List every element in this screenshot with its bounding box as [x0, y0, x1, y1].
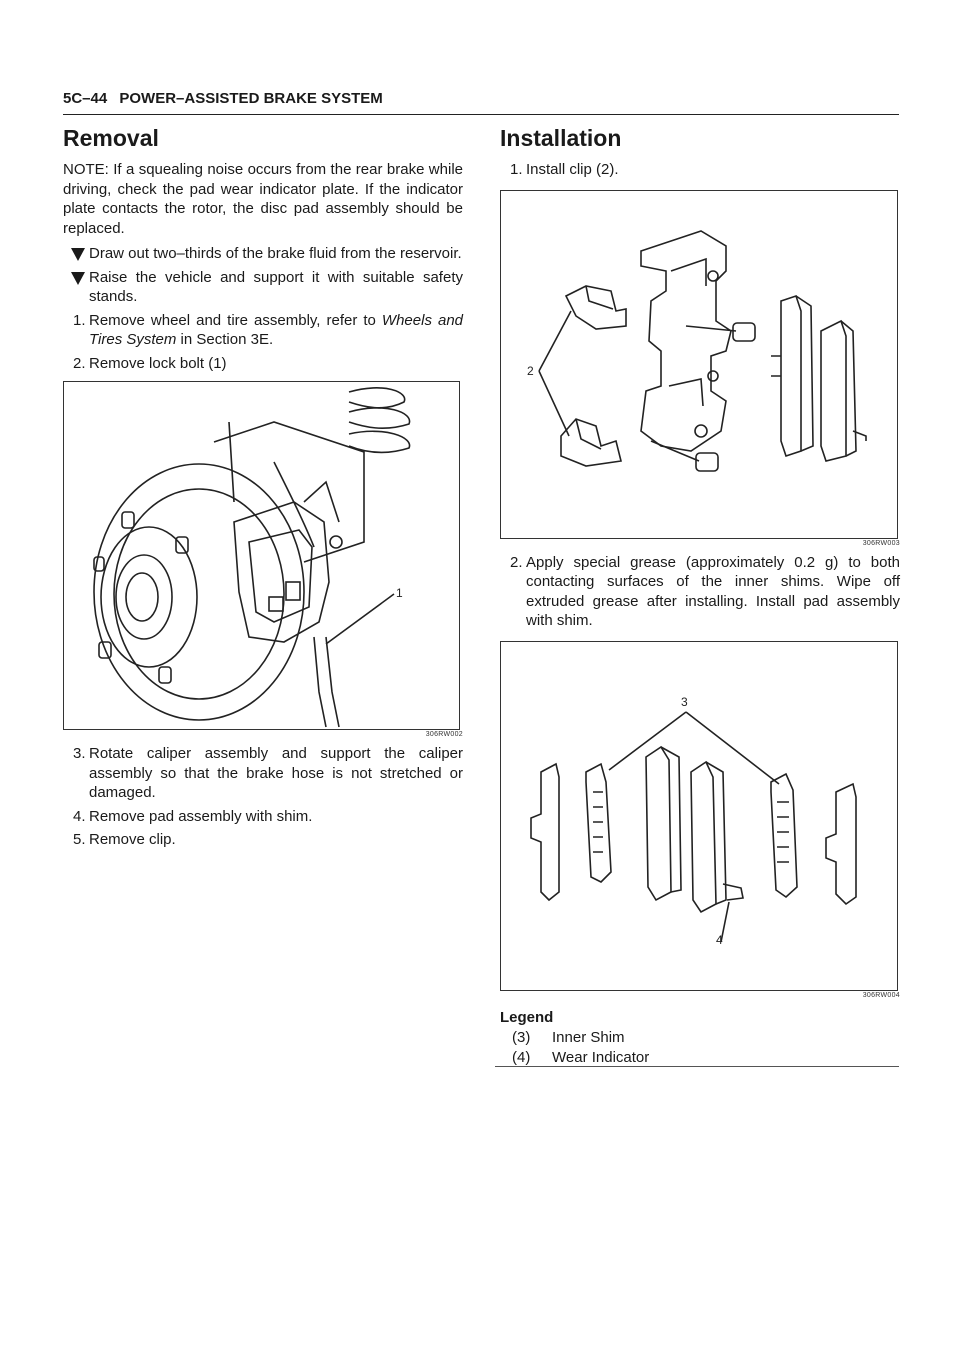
- installation-column: [500, 120, 900, 1068]
- section-number: 5C–44: [63, 90, 108, 107]
- legend-item: (3) Inner Shim: [512, 1028, 625, 1046]
- callout-label: 4: [716, 932, 723, 947]
- removal-step: 2. Remove lock bolt (1): [73, 354, 227, 372]
- removal-heading: Removal: [63, 125, 159, 151]
- removal-step: 3. Rotate caliper assembly and support the caliper assembly so that the brake hose is not stretched or damaged.: [73, 745, 463, 801]
- figure-code: 306RW003: [862, 539, 900, 547]
- removal-step: 1. Remove wheel and tire assembly, refer to Wheels and Tires System in Section 3E.: [73, 311, 464, 348]
- caliper-lock-bolt-figure: [63, 381, 460, 730]
- removal-note: NOTE: If a squealing noise occurs from the rear brake while driving, check the pad wear indicator plate. If the indicator plate contacts the rotor, the disc pad assembly should be replaced.: [63, 161, 463, 237]
- caliper-exploded-illustration: [501, 191, 897, 538]
- clip-installation-figure: [500, 190, 898, 539]
- pad-shim-figure: [500, 641, 898, 991]
- callout-label: 1: [396, 586, 403, 600]
- rotor-caliper-illustration: [64, 382, 459, 729]
- removal-bullet: Draw out two–thirds of the brake fluid from the reservoir.: [63, 244, 463, 264]
- figure-code: 306RW004: [862, 991, 900, 999]
- page-header: [63, 90, 899, 115]
- figure-code: 306RW002: [425, 731, 463, 738]
- installation-step: 2. Apply special grease (approximately 0.2 g) to both contacting surfaces of the inner shims. Wipe off extruded grease after installing. Install pad assembly with shim.: [510, 553, 900, 629]
- callout-label: 2: [527, 363, 534, 378]
- installation-heading: Installation: [500, 125, 622, 151]
- triangle-bullet-icon: [71, 248, 85, 261]
- callout-label: 3: [681, 694, 688, 709]
- pad-shim-exploded-illustration: [501, 642, 897, 990]
- cross-reference: Wheels and Tires System: [89, 311, 464, 348]
- removal-step: 5. Remove clip.: [73, 831, 176, 848]
- legend-title: Legend: [500, 1008, 554, 1026]
- section-title: POWER–ASSISTED BRAKE SYSTEM: [119, 90, 383, 107]
- legend-divider: [495, 1066, 899, 1067]
- legend-item: (4) Wear Indicator: [512, 1048, 650, 1066]
- removal-bullet: Raise the vehicle and support it with suitable safety stands.: [63, 268, 463, 307]
- removal-step: 4. Remove pad assembly with shim.: [73, 807, 313, 825]
- removal-column: [63, 120, 463, 854]
- triangle-bullet-icon: [71, 272, 85, 285]
- installation-step: 1. Install clip (2).: [510, 161, 619, 178]
